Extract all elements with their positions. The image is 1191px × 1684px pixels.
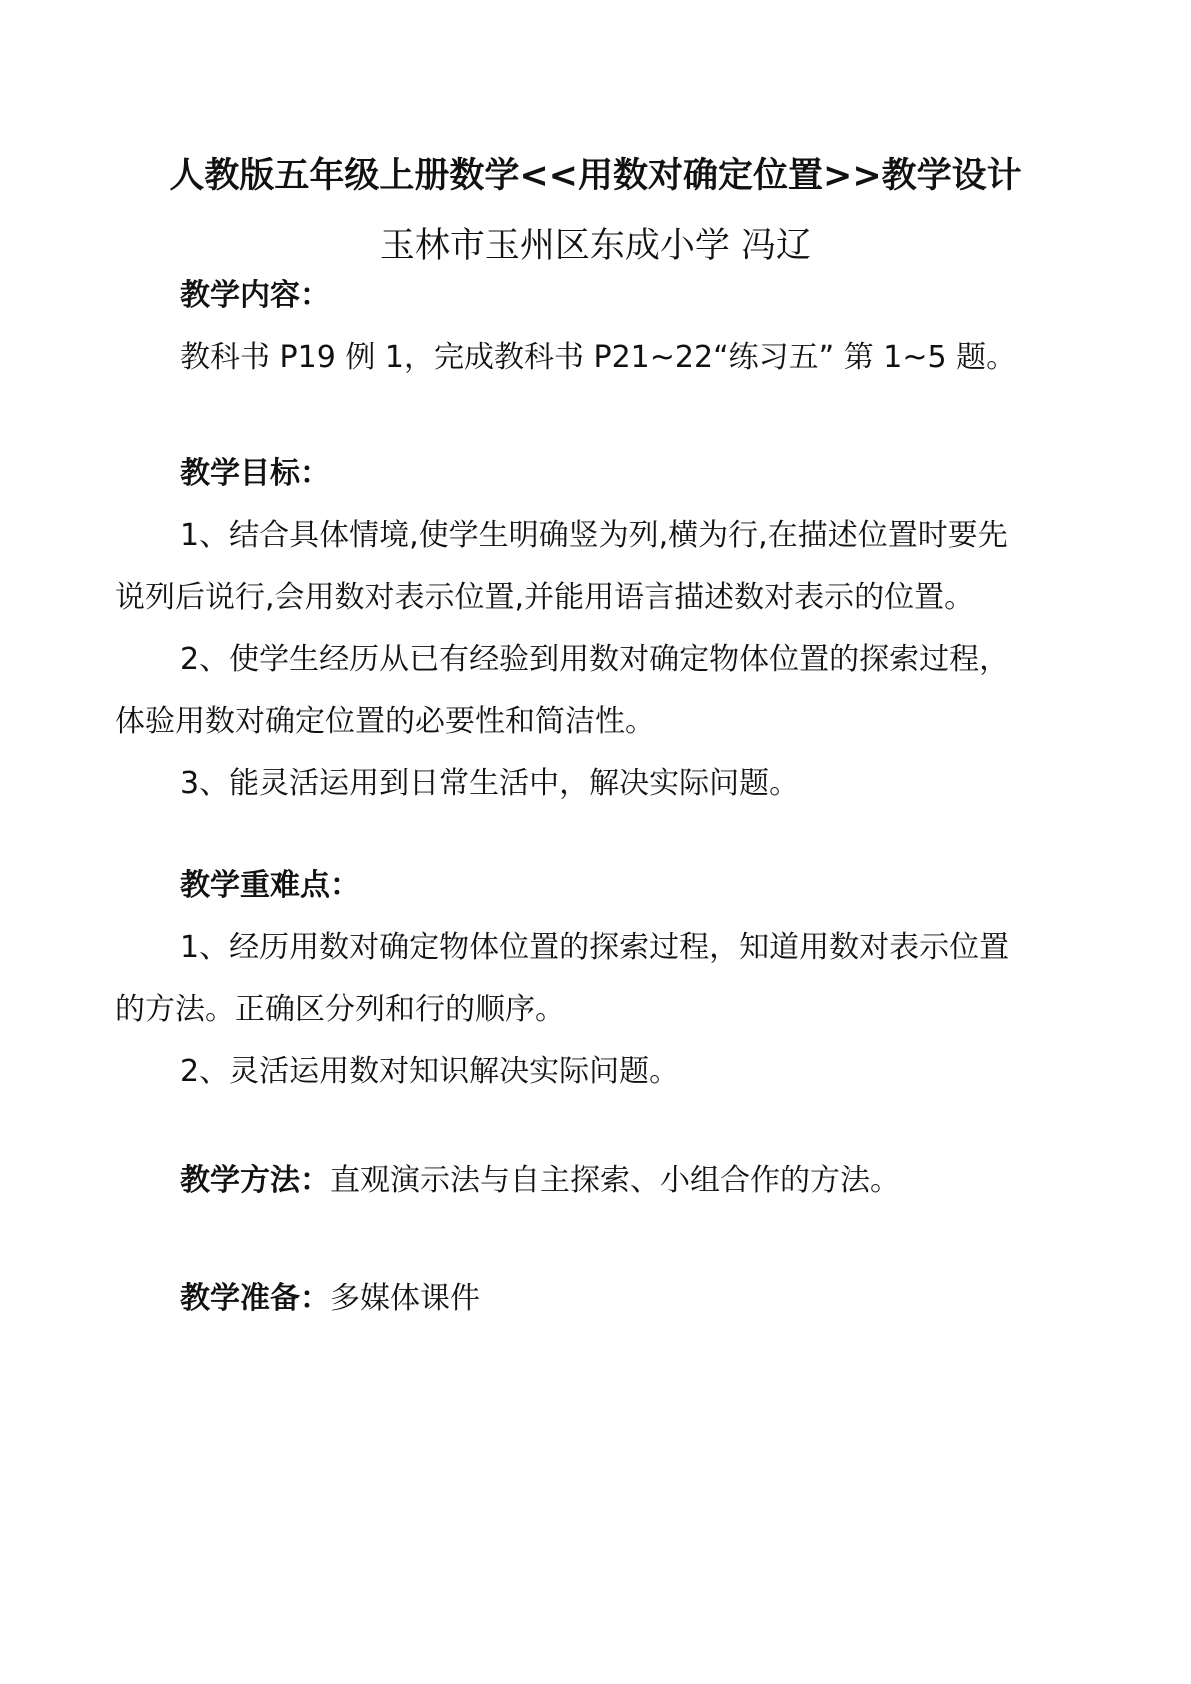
section-key-points xyxy=(115,855,1075,1103)
section-heading-content: 教学内容： xyxy=(180,278,330,313)
key-point-item-2: 2、灵活运用数对知识解决实际问题。 xyxy=(180,1054,680,1089)
section-method xyxy=(115,1150,1075,1212)
section-heading-objectives: 教学目标： xyxy=(180,456,330,491)
content-text: 教科书 P19 例 1，完成教科书 P21~22“练习五” 第 1~5 题。 xyxy=(180,340,1017,375)
author-line: 玉林市玉州区东成小学 冯辽 xyxy=(379,226,812,266)
objective-item-1-line-1: 1、结合具体情境,使学生明确竖为列,横为行,在描述位置时要先 xyxy=(180,518,1008,553)
section-content xyxy=(115,265,1075,389)
key-point-item-1-line-2: 的方法。正确区分列和行的顺序。 xyxy=(115,992,565,1027)
key-point-item-1-line-1: 1、经历用数对确定物体位置的探索过程，知道用数对表示位置 xyxy=(180,930,1010,965)
objective-item-2-line-2: 体验用数对确定位置的必要性和简洁性。 xyxy=(115,704,655,739)
objective-item-2-line-1: 2、使学生经历从已有经验到用数对确定物体位置的探索过程， xyxy=(180,642,1010,677)
section-heading-key-points: 教学重难点： xyxy=(180,868,360,903)
section-preparation xyxy=(115,1268,1075,1330)
preparation-text: 多媒体课件 xyxy=(330,1281,480,1316)
section-heading-preparation: 教学准备： xyxy=(180,1281,330,1316)
objective-item-3: 3、能灵活运用到日常生活中，解决实际问题。 xyxy=(180,766,800,801)
section-heading-method: 教学方法： xyxy=(180,1163,330,1198)
method-text: 直观演示法与自主探索、小组合作的方法。 xyxy=(330,1163,900,1198)
objective-item-1-line-2: 说列后说行,会用数对表示位置,并能用语言描述数对表示的位置。 xyxy=(115,580,975,615)
document-title: 人教版五年级上册数学<<用数对确定位置>>教学设计 xyxy=(169,156,1022,196)
section-objectives xyxy=(115,443,1075,815)
